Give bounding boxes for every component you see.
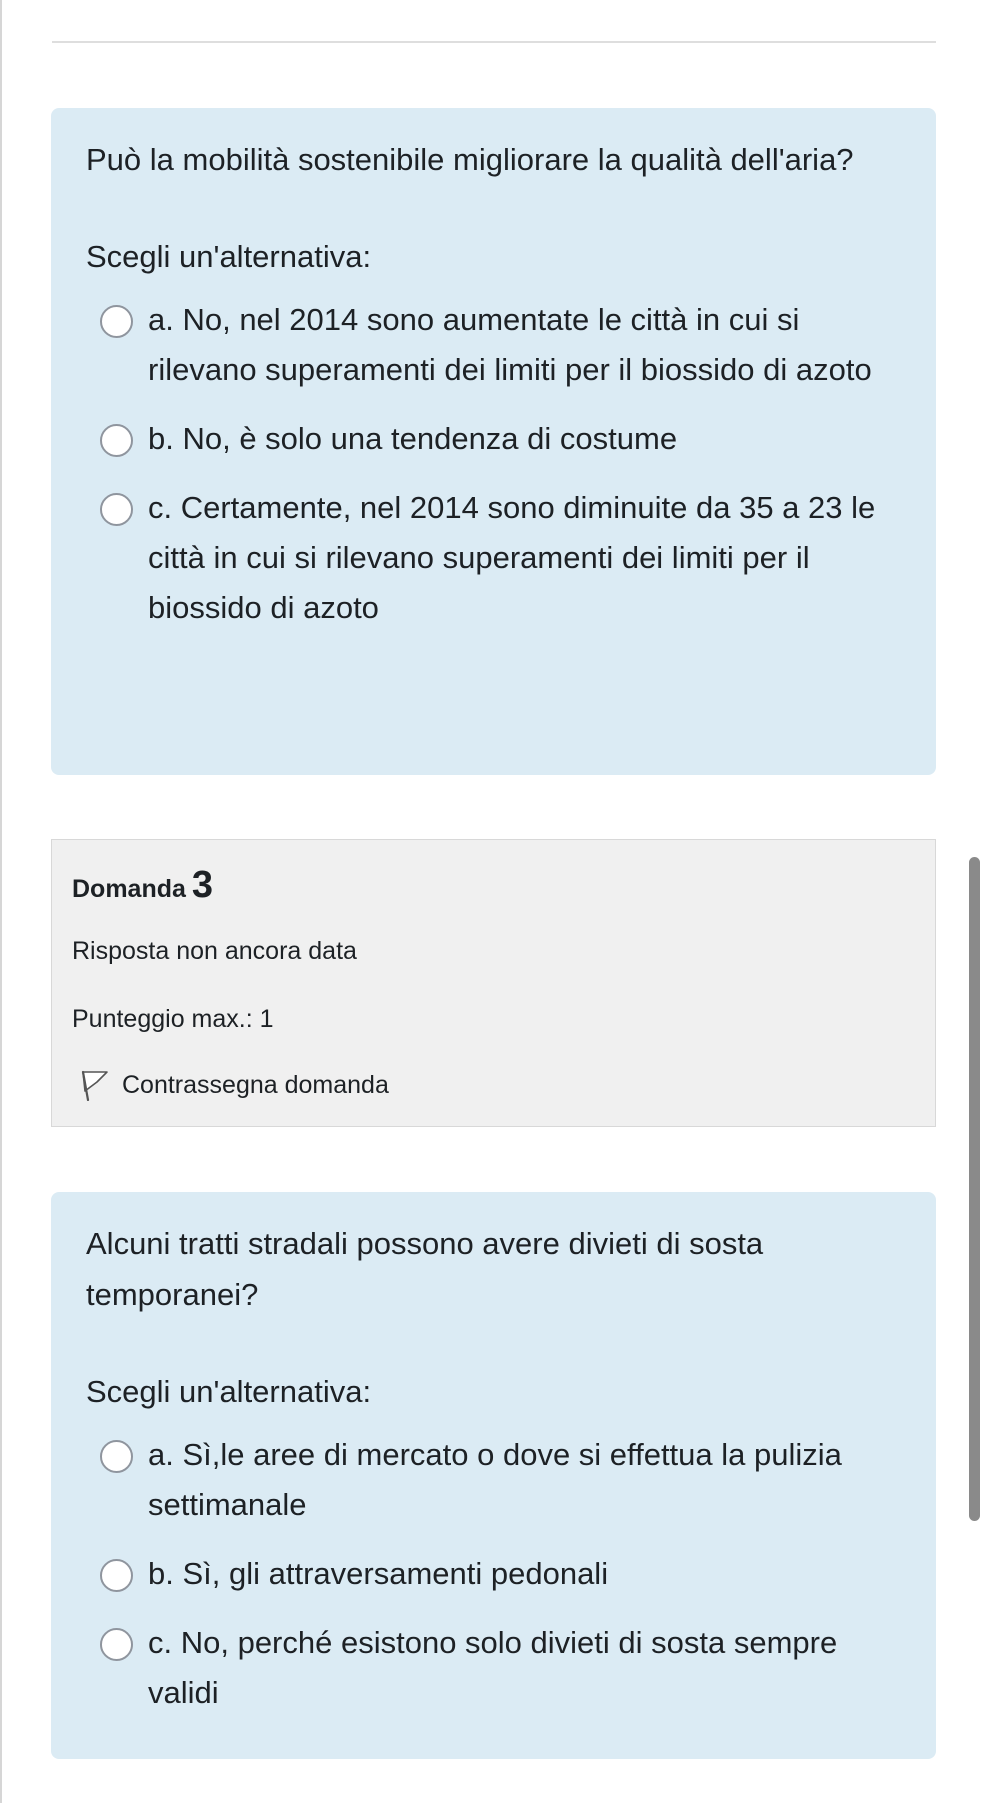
page-left-border (0, 0, 2, 1803)
question-max-grade: Punteggio max.: 1 (72, 1005, 274, 1033)
question-2-content (51, 108, 936, 775)
question-number (72, 864, 915, 906)
option-label[interactable]: a. No, nel 2014 sono aumentate le città in cui si rilevano superamenti dei limiti per il biossido di azoto (148, 302, 872, 387)
option-label[interactable]: c. No, perché esistono solo divieti di sosta sempre validi (148, 1625, 838, 1710)
question-3-info (51, 839, 936, 1127)
question-3-option-c[interactable] (86, 1618, 900, 1718)
question-3-content (51, 1192, 936, 1759)
question-3-text: Alcuni tratti stradali possono avere divieti di sosta temporanei? (86, 1226, 764, 1312)
radio-button[interactable] (100, 424, 133, 457)
question-3-answers (86, 1430, 900, 1718)
question-3-option-a[interactable] (86, 1430, 900, 1530)
question-2-answers (86, 295, 900, 633)
question-2-text: Può la mobilità sostenibile migliorare la qualità dell'aria? (86, 142, 854, 177)
question-state: Risposta non ancora data (72, 937, 357, 965)
radio-button[interactable] (100, 1628, 133, 1661)
question-number-value: 3 (191, 864, 214, 906)
question-2-option-a[interactable] (86, 295, 900, 395)
question-number-label: Domanda (72, 875, 186, 903)
question-2-prompt: Scegli un'alternativa: (86, 239, 372, 274)
flag-question-label[interactable]: Contrassegna domanda (122, 1071, 389, 1099)
question-3-option-b[interactable] (86, 1549, 900, 1599)
radio-button[interactable] (100, 493, 133, 526)
top-divider (52, 41, 936, 43)
question-2-option-b[interactable] (86, 414, 900, 464)
flag-question-link[interactable] (72, 1068, 915, 1102)
question-2-option-c[interactable] (86, 483, 900, 633)
radio-button[interactable] (100, 305, 133, 338)
option-label[interactable]: a. Sì,le aree di mercato o dove si effettua la pulizia settimanale (148, 1437, 842, 1522)
flag-icon[interactable] (80, 1069, 110, 1101)
option-label[interactable]: b. No, è solo una tendenza di costume (148, 421, 678, 456)
option-label[interactable]: b. Sì, gli attraversamenti pedonali (148, 1556, 609, 1591)
question-3-prompt: Scegli un'alternativa: (86, 1374, 372, 1409)
option-label[interactable]: c. Certamente, nel 2014 sono diminuite da 35 a 23 le città in cui si rilevano superamenti dei limiti per il biossido di azoto (148, 490, 876, 625)
radio-button[interactable] (100, 1440, 133, 1473)
scrollbar[interactable] (969, 857, 980, 1521)
radio-button[interactable] (100, 1559, 133, 1592)
